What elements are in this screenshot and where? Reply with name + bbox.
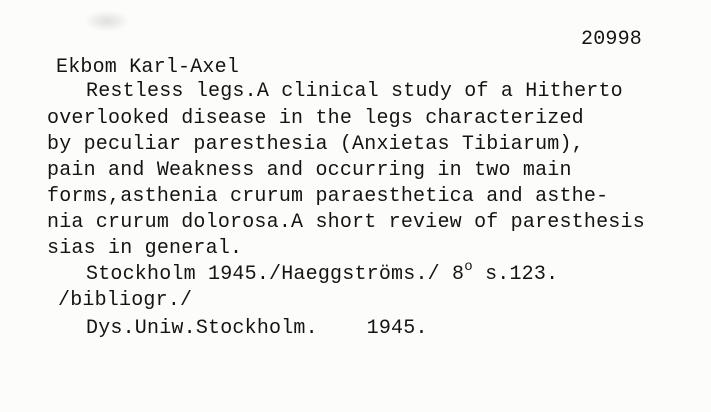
title-line-3: by peculiar paresthesia (Anxietas Tibiarum), xyxy=(47,133,584,156)
title-line-7: sias in general. xyxy=(47,237,243,260)
thesis-note: Dys.Uniw.Stockholm. 1945. xyxy=(86,317,428,340)
title-line-5: forms,asthenia crurum paraesthetica and asthe- xyxy=(47,185,609,208)
imprint-text: Stockholm 1945./Haeggströms./ 8 xyxy=(86,263,465,286)
imprint-pages: s.123. xyxy=(472,263,559,286)
card-number: 20998 xyxy=(581,28,643,51)
imprint xyxy=(86,259,559,288)
title-line-2: overlooked disease in the legs characterized xyxy=(47,107,584,130)
ink-smudge xyxy=(84,10,130,32)
imprint-degree: o xyxy=(464,259,473,275)
author-name: Ekbom Karl-Axel xyxy=(56,56,240,79)
bibliography-note: /bibliogr./ xyxy=(58,289,193,312)
title-line-4: pain and Weakness and occurring in two main xyxy=(47,159,572,182)
title-line-1: Restless legs.A clinical study of a Hitherto xyxy=(86,80,623,103)
title-line-6: nia crurum dolorosa.A short review of paresthesis xyxy=(47,211,645,234)
